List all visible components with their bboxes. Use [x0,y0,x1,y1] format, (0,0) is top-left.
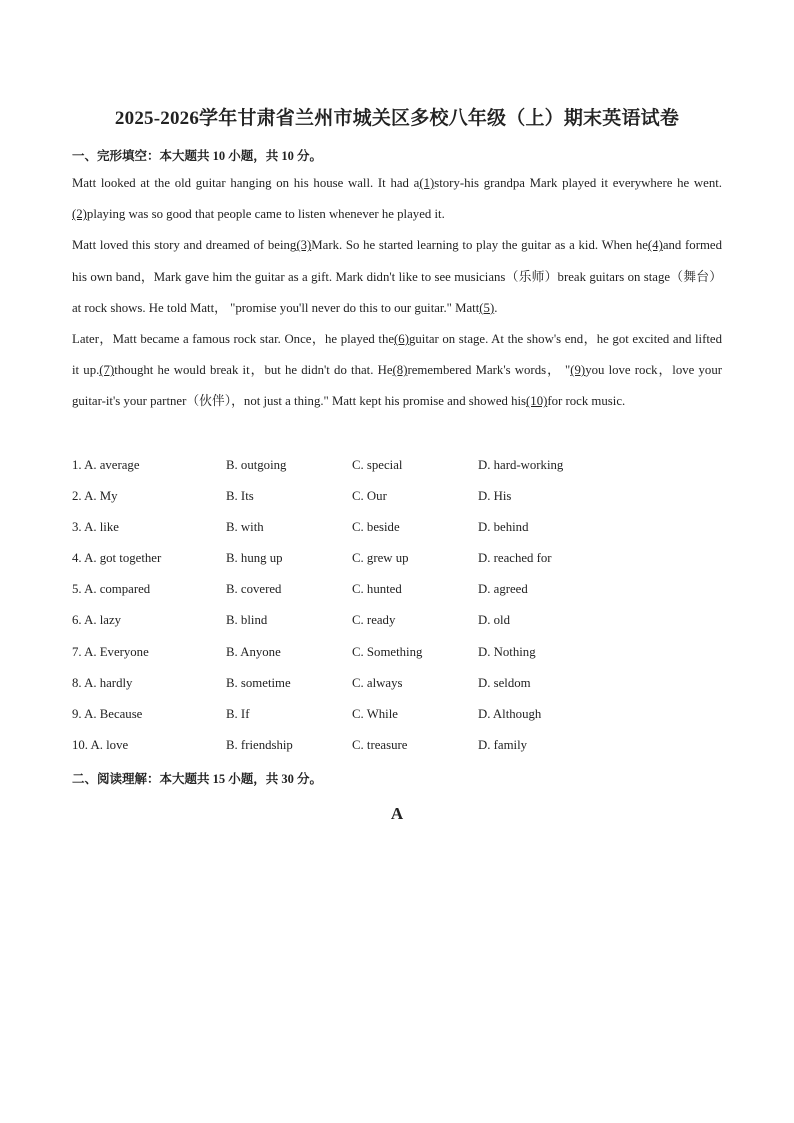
option-b: B. Its [226,489,254,504]
option-d: D. agreed [478,582,528,597]
option-a: 7. A. Everyone [72,644,149,659]
passage-text: guitar on stage. At the show's end，he got excited and lifted it up. [72,332,722,378]
option-a: 4. A. got together [72,551,162,566]
option-b: B. sometime [226,675,291,690]
option-c: C. Our [352,489,387,504]
option-b: B. outgoing [226,458,287,472]
blank-6: (6) [394,332,409,347]
option-a: 10. A. love [72,737,129,752]
option-a: 5. A. compared [72,582,151,597]
option-a: 2. A. My [72,489,118,504]
option-b: B. Anyone [226,644,281,659]
cloze-passage [72,168,722,418]
passage-text: for rock music. [547,394,626,409]
passage-paragraph-3 [72,324,722,418]
passage-text: story-his grandpa Mark played it everywhere he went. [434,176,722,190]
option-a: 9. A. Because [72,706,143,721]
option-c: C. treasure [352,737,408,752]
option-b: B. If [226,706,250,721]
option-c: C. While [352,706,398,721]
option-d: D. family [478,737,528,752]
passage-text: playing was so good that people came to listen whenever he played it. [86,207,445,222]
passage-text: Mark. So he started learning to play the guitar as a kid. When he [311,238,648,253]
option-c: C. always [352,675,403,690]
blank-8: (8) [392,363,408,378]
passage-text: remembered Mark's words， " [407,363,571,378]
option-c: C. grew up [352,551,409,566]
blank-10: (10) [526,394,548,409]
option-c: C. hunted [352,582,402,597]
blank-2: (2) [72,207,87,222]
section-reading-heading: 二、阅读理解：本大题共 15 小题，共 30 分。 [72,772,323,786]
passage-text: Matt loved this story and dreamed of being [72,238,297,253]
passage-text: . [494,300,498,315]
blank-5: (5) [479,300,495,315]
passage-text: you love rock，love your guitar-it's your partner（伙伴），not just a thing." Matt kept his promise and showed his [72,363,722,409]
exam-title: 2025-2026学年甘肃省兰州市城关区多校八年级（上）期末英语试卷 [114,108,680,129]
option-d: D. reached for [478,551,552,566]
option-a: 3. A. like [72,520,119,535]
blank-3: (3) [296,238,312,253]
blank-9: (9) [570,363,586,378]
blank-1: (1) [419,176,435,190]
passage-text: and formed his own band，Mark gave him the guitar as a gift. Mark didn't like to see musicians（乐师）break guitars on stage（舞台）at rock shows. He told Matt， "promise you'll never do this to our guitar." Matt [72,238,722,315]
section-cloze-heading: 一、完形填空：本大题共 10 小题，共 10 分。 [72,149,323,163]
passage-text: thought he would break it，but he didn't do that. He [114,363,393,378]
option-b: B. covered [226,582,282,597]
option-c: C. ready [352,613,396,628]
blank-4: (4) [647,238,663,253]
option-c: C. Something [352,644,423,659]
option-b: B. friendship [226,737,293,752]
option-c: C. beside [352,520,400,535]
option-a: 8. A. hardly [72,675,133,690]
option-c: C. special [352,458,403,472]
blank-7: (7) [99,363,115,378]
passage-paragraph-2 [72,230,722,324]
option-d: D. Nothing [478,644,536,659]
option-d: D. Although [478,706,542,721]
passage-text: Matt looked at the old guitar hanging on his house wall. It had a [72,176,420,190]
option-d: D. old [478,613,510,628]
option-a: 6. A. lazy [72,613,122,628]
reading-part-label: A [390,804,404,823]
option-b: B. with [226,520,264,535]
option-d: D. seldom [478,675,531,690]
option-d: D. His [478,489,512,504]
passage-text: Later，Matt became a famous rock star. Once，he played the [72,332,395,347]
option-b: B. hung up [226,551,283,566]
passage-paragraph-1 [72,168,722,230]
option-a: 1. A. average [72,458,140,472]
option-d: D. hard-working [478,458,564,472]
option-d: D. behind [478,520,529,535]
option-b: B. blind [226,613,268,628]
